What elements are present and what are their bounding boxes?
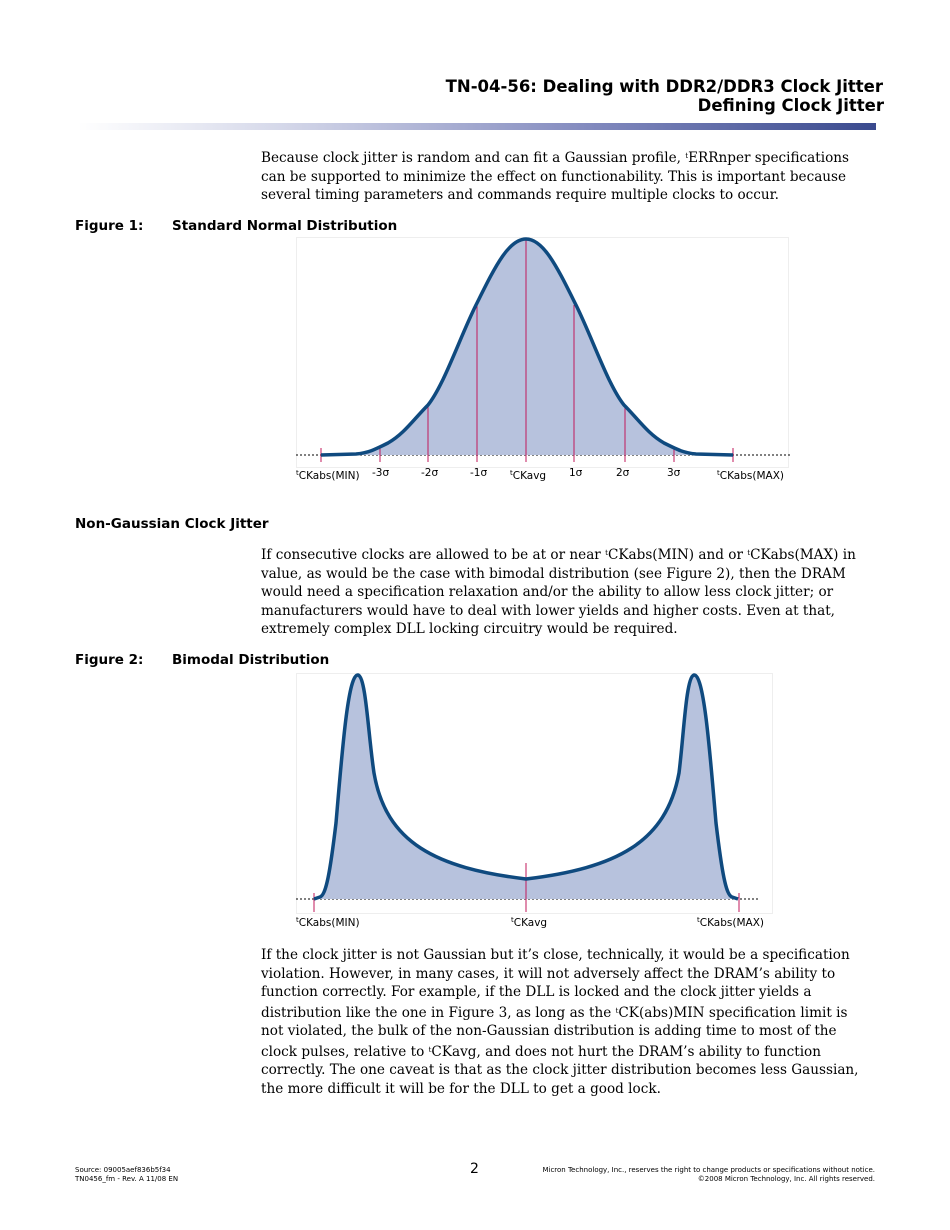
fig2-label-tckabs-max [697,916,764,929]
footer-notice: Micron Technology, Inc., reserves the right to change products or specifications without notice. [542,1166,875,1174]
fig2-label-tckavg [511,916,547,929]
fig1-min-text: CKabs(MIN) [298,470,360,482]
closing-paragraph [261,946,871,1098]
header-rule [78,123,876,130]
non-gaussian-heading: Non-Gaussian Clock Jitter [75,516,269,532]
fig1-label-plus2: 2σ [616,467,630,479]
ng-sup-1: t [605,549,608,557]
section-title: Defining Clock Jitter [697,96,884,115]
fig1-label-plus3: 3σ [667,467,681,479]
fig1-label-tckabs-min [296,469,360,482]
fig2-label-tckabs-min [296,916,360,929]
page-number: 2 [470,1161,479,1177]
closing-sup-1: t [615,1006,619,1015]
intro-text-a: Because clock jitter is random and can fit a Gaussian profile, [261,150,686,166]
fig2-avg-text: CKavg [513,917,548,929]
gaussian-area [321,239,733,455]
non-gaussian-paragraph [261,544,871,639]
fig1-label-tckavg [510,469,546,482]
fig2-min-text: CKabs(MIN) [298,917,360,929]
ng-text-a: If consecutive clocks are allowed to be at or near [261,547,606,563]
fig2-avg-sup: t [511,916,514,924]
fig1-label-plus1: 1σ [569,467,583,479]
intro-paragraph [261,147,871,205]
fig1-min-sup: t [296,469,299,477]
closing-sup-2: t [428,1045,432,1054]
fig1-label-tckabs-max [717,469,784,482]
footer-source: Source: 09005aef836b5f34 [75,1166,171,1174]
closing-text-c: CKavg, and does not hurt the DRAM’s ability to function correctly. The one caveat is that as the clock jitter distribution becomes less Gaussian, the more difficult it will be for the DLL to get a good lock. [261,1043,859,1097]
fig1-label-minus2: -2σ [421,467,439,479]
intro-sup: t [685,152,689,160]
closing-text-b: CK(abs)MIN specification limit is not violated, the bulk of the non-Gaussian distribution is adding time to most of the clock pulses, relative to [261,1004,848,1060]
fig2-max-text: CKabs(MAX) [699,917,764,929]
ng-text-c: CKabs(MAX) in value, as would be the case with bimodal distribution (see Figure 2), then the DRAM would need a specification relaxation and/or the ability to allow less clock jitter; or manufacturers would have to deal with lower yields and higher costs. Even at that, extremely complex DLL locking circuitry would be required. [261,547,856,637]
ng-sup-2: t [747,549,751,557]
figure1-chart [296,237,790,469]
fig1-label-minus3: -3σ [372,467,390,479]
intro-text-b: ERRnper specifications can be supported to minimize the effect on functionability. This is important because several timing parameters and commands require multiple clocks to occur. [261,150,850,203]
fig1-avg-sup: t [510,469,513,477]
fig2-max-sup: t [697,916,700,924]
fig1-avg-text: CKavg [512,470,547,482]
closing-text-a: If the clock jitter is not Gaussian but it’s close, technically, it would be a specification violation. However, in many cases, it will not adversely affect the DRAM’s ability to function correctly. For example, if the DLL is locked and the clock jitter yields a distribution like the one in Figure 3, as long as the [261,947,850,1021]
ng-text-b: CKabs(MIN) and or [607,547,748,563]
fig1-max-sup: t [717,469,720,477]
document-title: TN-04-56: Dealing with DDR2/DDR3 Clock Jitter [445,77,883,96]
fig1-label-minus1: -1σ [470,467,488,479]
figure2-number: Figure 2: [75,652,144,668]
footer-copyright: ©2008 Micron Technology, Inc. All rights reserved. [697,1175,875,1183]
footer-doc-rev: TN0456_fm - Rev. A 11/08 EN [75,1175,179,1183]
figure2-title: Bimodal Distribution [172,652,330,668]
figure1-title: Standard Normal Distribution [172,218,398,234]
fig2-min-sup: t [296,916,299,924]
figure2-chart [296,673,774,915]
fig1-max-text: CKabs(MAX) [719,470,784,482]
figure1-number: Figure 1: [75,218,144,234]
